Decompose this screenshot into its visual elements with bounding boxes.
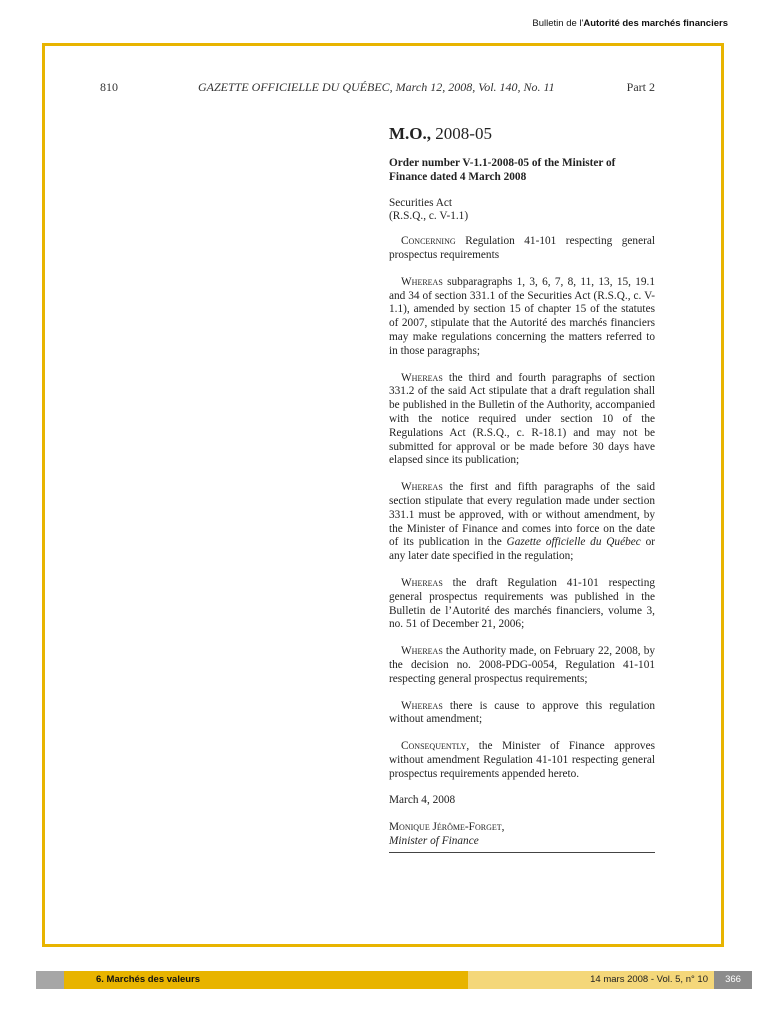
gazette-title: GAZETTE OFFICIELLE DU QUÉBEC, March 12, 2008, Vol. 140, No. 11 <box>198 80 555 94</box>
whereas-text: the Authority made, on February 22, 2008, by the decision no. 2008-PDG-0054, Regulation 41-101 respecting general prospectus requirements; <box>389 645 656 685</box>
whereas-text: the first and fifth paragraphs of the said section stipulate that every regulation made under section 331.1 must be approved, with or without amendment, by the Minister of Finance and comes into force on the date of its publication in the <box>389 481 655 549</box>
whereas-lead: Whereas <box>401 481 443 494</box>
whereas-text: subparagraphs 1, 3, 6, 7, 8, 11, 13, 15, 19.1 and 34 of section 331.1 of the Securities Act (R.S.Q., c. V-1.1), amended by section 15 of chapter 15 of the statutes of 2007, stipulate that the Autorité des marchés financiers may make regulations concerning the matters referred to in those paragraphs; <box>389 275 655 357</box>
signatory-title: Minister of Finance <box>389 835 479 848</box>
whereas-lead: Whereas <box>401 275 443 288</box>
whereas-paragraph-6 <box>389 700 655 728</box>
publication-header <box>532 18 728 29</box>
whereas-text-end: or any later date specified in the regulation; <box>389 536 656 563</box>
footer-issue-date: 14 mars 2008 - Vol. 5, n° 10 <box>468 971 714 989</box>
concerning-paragraph <box>389 235 655 263</box>
act-citation: (R.S.Q., c. V-1.1) <box>389 210 469 223</box>
whereas-text: the third and fourth paragraphs of section 331.2 of the said Act stipulate that a draft regulation shall be published in the Bulletin of the Authority, accompanied with the notice required under section 10 of the Regulations Act (R.S.Q., c. R-18.1) and may not be submitted for approval or be made before 30 days have elapsed since its publication; <box>389 371 655 467</box>
gazette-part: Part 2 <box>626 80 655 94</box>
whereas-lead: Whereas <box>401 371 443 384</box>
mo-heading <box>389 124 655 144</box>
footer-grey-block <box>36 971 64 989</box>
concerning-lead: Concerning <box>401 235 456 248</box>
act-name: Securities Act <box>389 196 453 209</box>
running-head <box>100 80 655 96</box>
act-reference <box>389 197 655 225</box>
whereas-paragraph-3 <box>389 481 655 564</box>
publication-prefix: Bulletin de l' <box>532 18 584 29</box>
whereas-text: there is cause to approve this regulation without amendment; <box>389 699 656 726</box>
footer-page-number: 366 <box>714 971 752 989</box>
page-footer <box>36 971 741 989</box>
footer-section-title: 6. Marchés des valeurs <box>64 971 468 989</box>
order-column <box>389 124 655 853</box>
whereas-paragraph-2 <box>389 372 655 469</box>
whereas-paragraph-5 <box>389 645 655 686</box>
order-title: Order number V-1.1-2008-05 of the Minister of Finance dated 4 March 2008 <box>389 157 616 183</box>
whereas-paragraph-4 <box>389 577 655 632</box>
whereas-paragraph-1 <box>389 276 655 359</box>
gazette-page-number: 810 <box>100 80 118 94</box>
whereas-lead: Whereas <box>401 645 443 658</box>
signature-block <box>389 821 655 849</box>
whereas-lead: Whereas <box>401 699 443 712</box>
closing-rule <box>389 852 655 853</box>
gazette-reference: Gazette officielle du Québec <box>506 536 641 549</box>
whereas-lead: Whereas <box>401 576 443 589</box>
signatory-name: Monique Jérôme-Forget, <box>389 821 505 834</box>
order-date: March 4, 2008 <box>389 794 456 807</box>
concerning-text: Regulation 41-101 respecting general prospectus requirements <box>389 235 655 261</box>
consequently-lead: Consequently, <box>401 740 470 753</box>
mo-label: M.O., <box>389 124 432 143</box>
whereas-text: the draft Regulation 41-101 respecting general prospectus requirements was published in the Bulletin de l’Autorité des marchés financiers, volume 3, no. 51 of December 21, 2006; <box>389 576 655 631</box>
mo-number: 2008-05 <box>435 124 492 143</box>
consequently-paragraph <box>389 740 655 781</box>
publication-name: Autorité des marchés financiers <box>583 18 728 29</box>
consequently-text: the Minister of Finance approves without amendment Regulation 41-101 respecting general prospectus requirements appended hereto. <box>389 740 655 780</box>
